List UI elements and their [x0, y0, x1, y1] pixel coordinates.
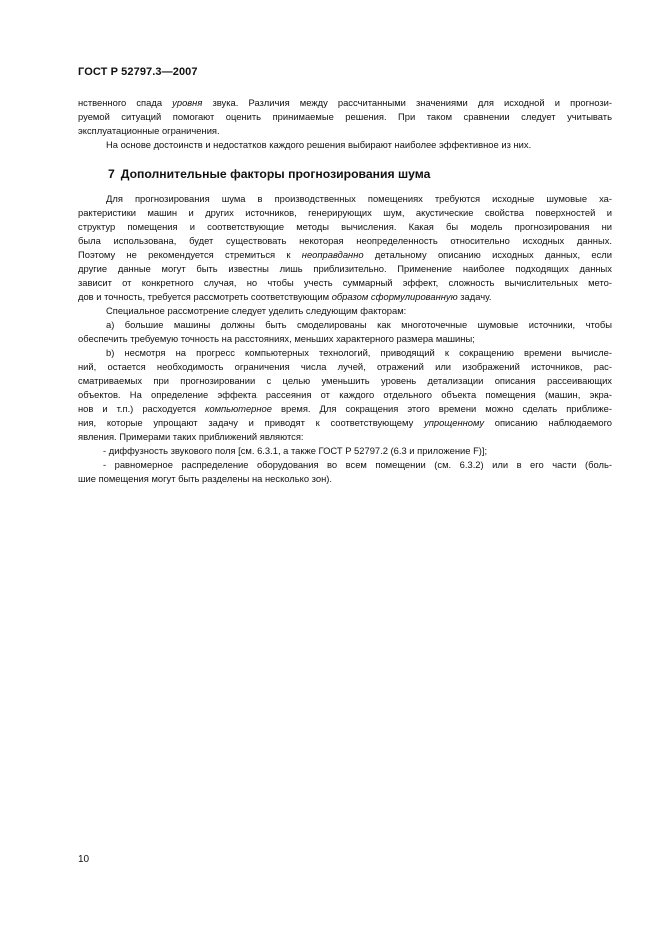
paragraph-line: Для прогнозирования шума в производственных помещениях требуются исходные шумовые ха- — [106, 193, 612, 204]
factors-intro: Специальное рассмотрение следует уделить следующим факторам: — [106, 305, 407, 316]
text-span: детальному описанию исходных данных, если — [363, 249, 612, 260]
list-item-b-cont: ний, остается необходимость ограничения числа лучей, отражений или изображений источников, рас- — [78, 361, 612, 372]
list-item-b-cont — [78, 416, 612, 430]
intro-line-3: эксплуатационные ограничения. — [78, 125, 220, 136]
document-body — [78, 96, 612, 486]
list-item-b-cont: явления. Примерами таких приближений являются: — [78, 431, 304, 442]
list-item-a: a) большие машины должны быть смоделированы как многоточечные шумовые источники, чтобы — [106, 319, 612, 330]
dash-item-diffuse-field: - диффузность звукового поля [см. 6.3.1, а также ГОСТ Р 52797.2 (6.3 и приложение F)]; — [103, 445, 488, 456]
paragraph-line: зависит от конкретного случая, но чтобы учесть суммарный эффект, сложность вычислительных мето- — [78, 277, 612, 288]
italic-term: неоправданно — [301, 249, 364, 260]
paragraph-line — [78, 290, 612, 304]
paragraph-line: структур помещения и соответствующие методы вычисления. Какая бы модель прогнозирования ни — [78, 221, 612, 232]
text-span: нов и т.п.) расходуется — [78, 403, 205, 414]
list-item-a-cont: обеспечить требуемую точность на расстояниях, меньших характерного размера машины; — [78, 333, 475, 344]
dash-item-equipment-distribution-cont: шие помещения могут быть разделены на несколько зон). — [78, 473, 332, 484]
list-item-b-cont — [78, 402, 612, 416]
italic-term: образом сформулированную — [331, 291, 458, 302]
text-span: описанию наблюдаемого — [484, 417, 613, 428]
list-item-b-cont: сматриваемых при прогнозировании с целью уменьшить уровень детализации описания рассеивающих — [78, 375, 612, 386]
document-code-header: ГОСТ Р 52797.3—2007 — [78, 66, 198, 78]
italic-term: упрощенному — [424, 417, 485, 428]
text-span: ния, которые упрощают задачу и приводят к соответствующему — [78, 417, 425, 428]
text-span: звука. Различия между рассчитанными значениями для исходной и прогнози- — [202, 97, 612, 108]
italic-term: уровня — [172, 97, 203, 108]
paragraph-line: была использована, будет существовать некоторая неопределенность относительно исходных данных. — [78, 235, 612, 246]
section-number: 7 — [108, 167, 115, 181]
text-span: время. Для сокращения этого времени можно сделать приближе- — [271, 403, 612, 414]
dash-item-equipment-distribution: - равномерное распределение оборудования во всем помещении (см. 6.3.2) или в его части (боль- — [103, 459, 612, 470]
text-span: дов и точность, требуется рассмотреть соответствующим — [78, 291, 332, 302]
intro-line-2: руемой ситуаций помогают оценить принимаемые решения. При таком сравнении следует учитывать — [78, 111, 612, 122]
paragraph-line: другие данные могут быть известны лишь приблизительно. Применение наиболее подходящих данных — [78, 263, 612, 274]
list-item-b: b) несмотря на прогресс компьютерных технологий, приводящий к сокращению времени вычисле- — [106, 347, 612, 358]
intro-conclusion: На основе достоинств и недостатков каждого решения выбирают наиболее эффективное из них. — [106, 139, 532, 150]
text-span: задачу. — [457, 291, 492, 302]
text-span: Поэтому не рекомендуется стремиться к — [78, 249, 302, 260]
section-heading — [108, 162, 612, 186]
intro-line-1 — [78, 96, 612, 110]
paragraph-line — [78, 248, 612, 262]
list-item-b-cont: объектов. На определение эффекта рассеяния от каждого отдельного объекта помещения (машин, экра- — [78, 389, 612, 400]
section-title: Дополнительные факторы прогнозирования шума — [120, 167, 431, 181]
page-number: 10 — [78, 854, 90, 865]
paragraph-line: рактеристики машин и других источников, генерирующих шум, акустические свойства поверхностей и — [78, 207, 612, 218]
text-span: нственного спада — [78, 97, 173, 108]
italic-term: компьютерное — [204, 403, 272, 414]
